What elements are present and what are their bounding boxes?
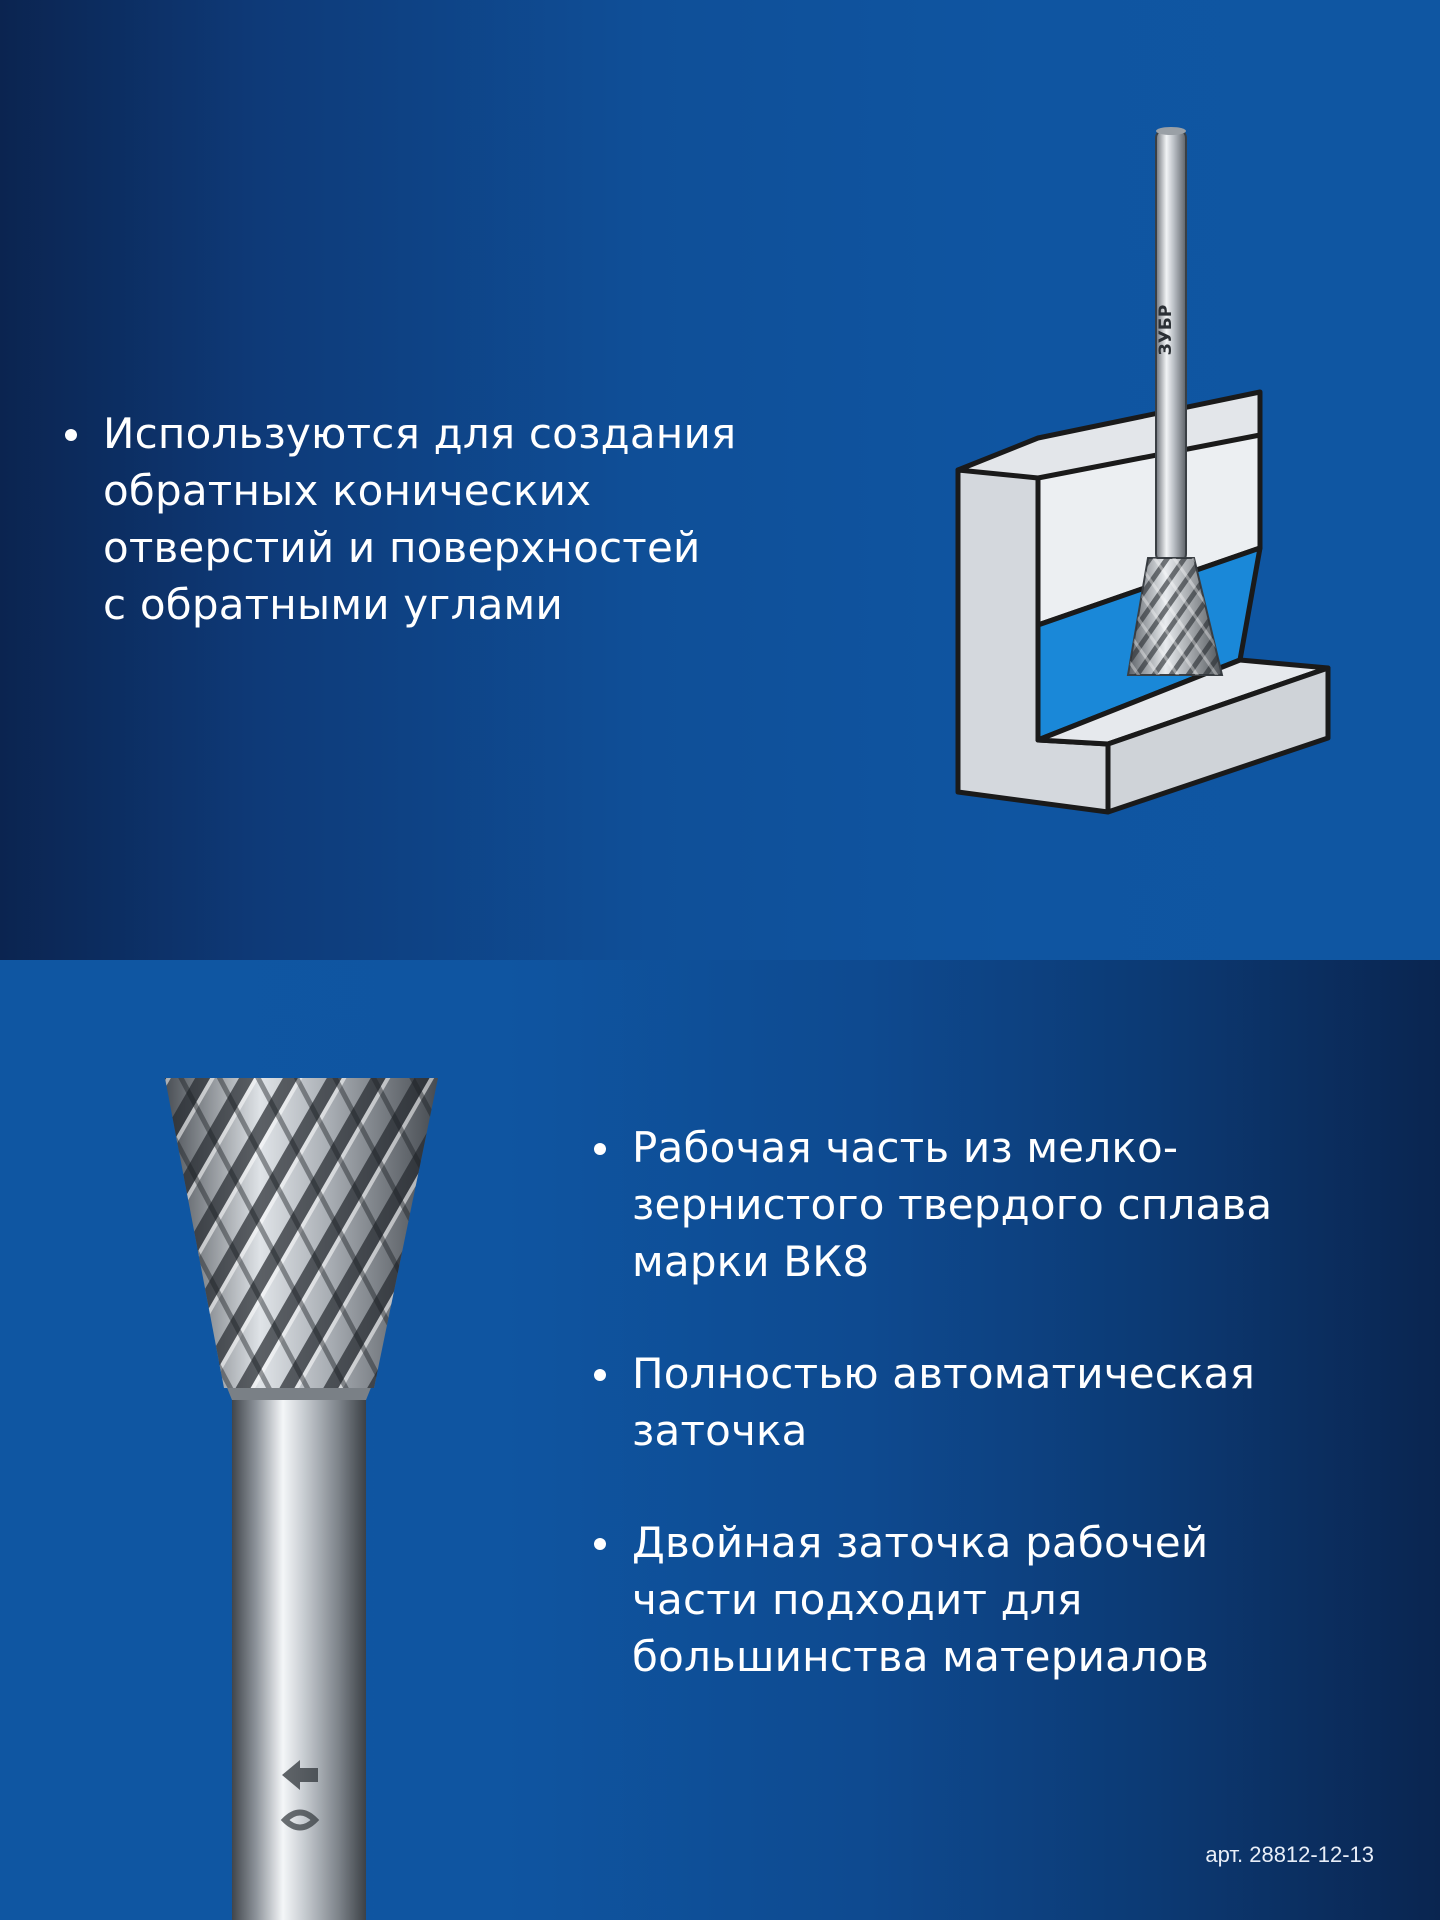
bullet-icon bbox=[594, 1143, 606, 1155]
brand-label: ЗУБР bbox=[1156, 304, 1176, 356]
article-number: арт. 28812-12-13 bbox=[1205, 1842, 1374, 1867]
feature-item bbox=[594, 1514, 1272, 1685]
feature-line: отверстий и поверхностей bbox=[103, 523, 701, 572]
feature-item bbox=[594, 1345, 1272, 1459]
feature-line: обратных конических bbox=[103, 466, 592, 515]
feature-line: Используются для создания bbox=[103, 409, 737, 458]
feature-line: Рабочая часть из мелко- bbox=[632, 1123, 1179, 1172]
closeup-shank bbox=[232, 1380, 366, 1920]
bullet-icon bbox=[594, 1369, 606, 1381]
bottom-panel bbox=[0, 960, 1440, 1920]
feature-line: Двойная заточка рабочей bbox=[632, 1518, 1209, 1567]
feature-line: Полностью автоматическая bbox=[632, 1349, 1256, 1398]
feature-line: части подходит для bbox=[632, 1575, 1083, 1624]
shank-top bbox=[1156, 127, 1186, 135]
bottom-feature-list bbox=[594, 1119, 1272, 1740]
feature-line: большинства материалов bbox=[632, 1632, 1209, 1681]
feature-item bbox=[594, 1119, 1272, 1290]
closeup-flutes bbox=[165, 1078, 438, 1388]
bullet-icon bbox=[594, 1538, 606, 1550]
feature-line: с обратными углами bbox=[103, 580, 563, 629]
feature-line: заточка bbox=[632, 1406, 808, 1455]
feature-line: зернистого твердого сплава bbox=[632, 1180, 1273, 1229]
feature-line: марки ВК8 bbox=[632, 1237, 870, 1286]
